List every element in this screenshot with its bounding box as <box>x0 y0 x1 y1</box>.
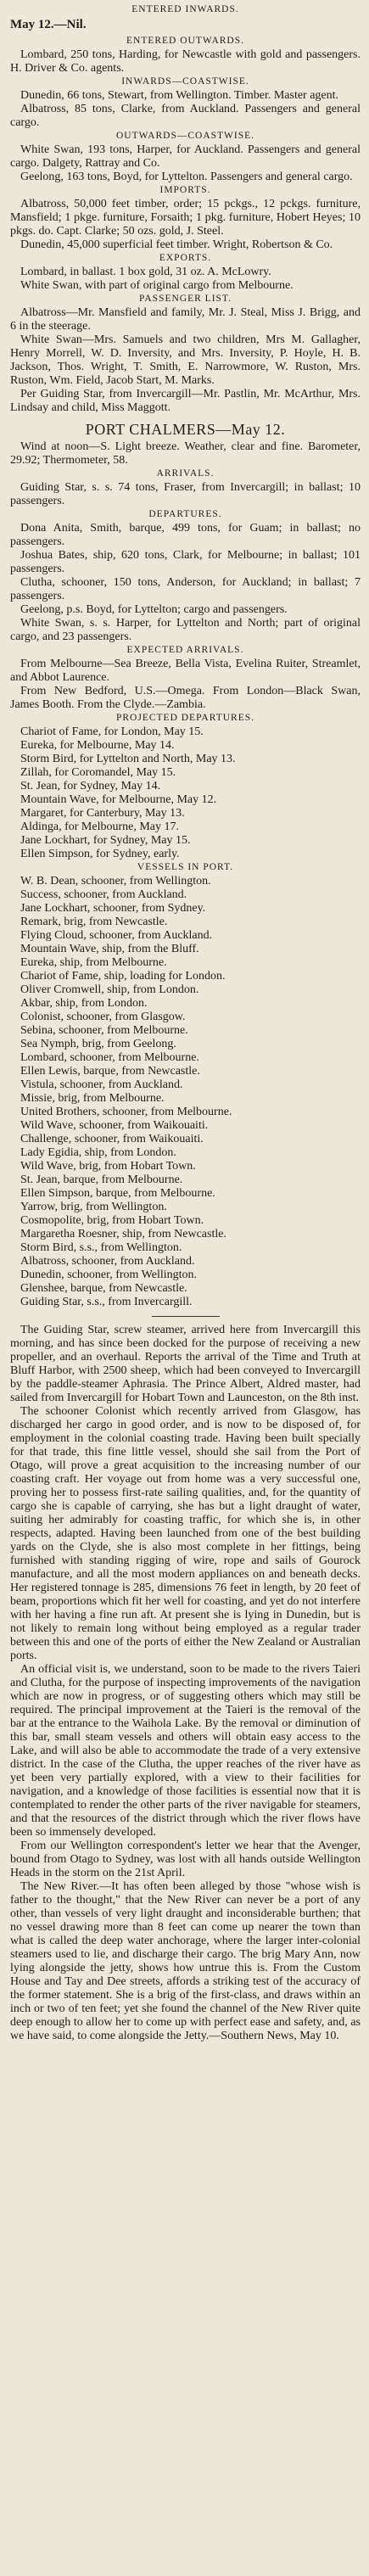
section-heading-vessels-in-port: VESSELS IN PORT. <box>137 862 234 872</box>
section-heading-departures: DEPARTURES. <box>148 509 222 519</box>
list-item: Storm Bird, for Lyttelton and North, May 13. <box>20 753 236 765</box>
article-paragraph: The schooner Colonist which recently arrived from Glasgow, has discharged her cargo in good order, and is now to be disposed of, for employment in the colonial coasting trade. Having been built specially for that trade, this fine little vessel, should she sail from the Port of Otago, will prove a great acquisition to the increasing number of our coasting craft. Her voyage out from home was a very successful one, proving her to possess first-rate sailing qualities, and, for the quantity of cargo she is capable of carrying, she has but a light draught of water, suiting her admirably for coasting traffic, for which she is, in other respects, adapted. Having been launched from one of the best building yards on the Clyde, she is also most complete in her fittings, being furnished with standing rigging of wire, rope and sails of Gourock manufacture, and all the most modern appliances on and beneath decks. Her registered tonnage is 285, dimensions 76 feet in length, by 20 feet of beam, proportions which fit her well for coasting, and yet do not interfere with her having a fine run aft. At present she is lying in Dunedin, but is not likely to remain long without being employed as a regular trader between this and one of the ports of either the New Zealand or Australian ports. <box>10 1405 361 1662</box>
departures-entry: Clutha, schooner, 150 tons, Anderson, for Auckland; in ballast; 7 passengers. <box>10 576 361 602</box>
vessels-in-port-list <box>10 875 361 1309</box>
list-item: Lombard, schooner, from Melbourne. <box>20 1051 199 1064</box>
section-heading-arrivals: ARRIVALS. <box>156 468 215 479</box>
exports-entry: Lombard, in ballast. 1 box gold, 31 oz. A. McLowry. <box>20 266 271 278</box>
list-item: Yarrow, brig, from Wellington. <box>20 1201 167 1213</box>
list-item: Colonist, schooner, from Glasgow. <box>20 1011 186 1023</box>
section-heading-passenger-list: PASSENGER LIST. <box>139 294 232 304</box>
list-item: Ellen Simpson, for Sydney, early. <box>20 848 180 860</box>
section-heading-entered-outwards: ENTERED OUTWARDS. <box>126 36 245 46</box>
list-item: St. Jean, barque, from Melbourne. <box>20 1173 183 1186</box>
list-item: Vistula, schooner, from Auckland. <box>20 1078 183 1091</box>
list-item: Sebina, schooner, from Melbourne. <box>20 1024 188 1037</box>
list-item: Sea Nymph, brig, from Geelong. <box>20 1038 176 1050</box>
passenger-entry: Per Guiding Star, from Invercargill—Mr. Pastlin, Mr. McArthur, Mrs. Lindsay and child, Miss Maggott. <box>10 388 361 414</box>
list-item: Ellen Lewis, barque, from Newcastle. <box>20 1065 200 1078</box>
section-divider <box>152 1316 220 1317</box>
list-item: Mountain Wave, ship, from the Bluff. <box>20 943 199 955</box>
list-item: Wild Wave, brig, from Hobart Town. <box>20 1160 196 1173</box>
list-item: Success, schooner, from Auckland. <box>20 888 187 901</box>
list-item: Chariot of Fame, for London, May 15. <box>20 725 204 738</box>
section-heading-projected-departures: PROJECTED DEPARTURES. <box>115 713 255 723</box>
list-item: Jane Lockhart, schooner, from Sydney. <box>20 902 206 915</box>
list-item: Oliver Cromwell, ship, from London. <box>20 983 199 996</box>
list-item: Ellen Simpson, barque, from Melbourne. <box>20 1187 215 1200</box>
list-item: Eureka, for Melbourne, May 14. <box>20 739 175 752</box>
exports-entry: White Swan, with part of original cargo from Melbourne. <box>20 279 294 292</box>
section-heading-entered-inwards: ENTERED INWARDS. <box>131 4 239 14</box>
outwards-coastwise-entry: Geelong, 163 tons, Boyd, for Lyttelton. Passengers and general cargo. <box>20 171 353 183</box>
dateline: May 12.—Nil. <box>10 18 87 31</box>
projected-departures-list <box>10 725 361 861</box>
article-paragraph: The Guiding Star, screw steamer, arrived here from Invercargill this morning, and has since been docked for the purpose of receiving a new propeller, and an overhaul. Reports the arrival of the Time and Truth at Bluff Harbor, with 2500 sheep, which had been conveyed to Invercargill by the paddle-steamer Aphrasia. The Prince Albert, Aldred master, had sailed from Invercargill for Hobart Town and Launceston, on the 8th inst. <box>10 1324 361 1404</box>
list-item: Jane Lockhart, for Sydney, May 15. <box>20 834 191 847</box>
list-item: W. B. Dean, schooner, from Wellington. <box>20 875 211 888</box>
list-item: Eureka, ship, from Melbourne. <box>20 956 167 969</box>
expected-arrivals-entry: From Melbourne—Sea Breeze, Bella Vista, Evelina Ruiter, Streamlet, and Abbot Laurence. <box>10 658 361 684</box>
outwards-coastwise-entry: White Swan, 193 tons, Harper, for Auckland. Passengers and general cargo. Dalgety, Rattray and Co. <box>10 143 361 170</box>
passenger-entry: Albatross—Mr. Mansfield and family, Mr. J. Steal, Miss J. Brigg, and 6 in the steerage. <box>10 306 361 333</box>
list-item: Mountain Wave, for Melbourne, May 12. <box>20 793 217 806</box>
section-heading-outwards-coastwise: OUTWARDS—COASTWISE. <box>115 131 255 141</box>
list-item: St. Jean, for Sydney, May 14. <box>20 780 161 792</box>
section-heading-imports: IMPORTS. <box>159 185 211 195</box>
list-item: Challenge, schooner, from Waikouaiti. <box>20 1133 204 1145</box>
article-paragraph: The New River.—It has often been alleged by those "whose wish is father to the thought," that the New River can never be a port of any other, than vessels of very light draught and inconsiderable burthen; that no vessel drawing more than 8 feet can come up nearer the town than what is called the deep water anchorage, where the larger inter-colonial steamers used to lie, and discharge their cargo. The brig Mary Ann, now lying alongside the jetty, shows how untrue this is. From the Custom House and Tay and Dee streets, affords a striking test of the accuracy of the former statement. She is a brig of the first-class, and draws within an inch or two of ten feet; yet she found the channel of the New River quite deep enough to allow her to come up with perfect ease and safety, and, as we have said, to come alongside the Jetty.—Southern News, May 10. <box>10 1880 361 2042</box>
list-item: Zillah, for Coromandel, May 15. <box>20 766 176 779</box>
article-paragraph: An official visit is, we understand, soon to be made to the rivers Taieri and Clutha, for the purpose of inspecting improvements of the navigation which are now in progress, or of suggesting others which may still be required. The principal improvement at the Taieri is the removal of the bar at the entrance to the Waihola Lake. By the removal or diminution of this bar, small steam vessels and others will obtain easy access to the Lake, and will also be able to accommodate the trade of a very extensive district. In the case of the Clutha, the upper reaches of the river have as yet been very partially explored, with a view to their facilities for navigation, and a knowledge of those facilities is essential now that it is contemplated to render the other parts of the river navigable for steamers, and that the resources of the district through which the river flows have been so immensely developed. <box>10 1663 361 1839</box>
inwards-coastwise-entry: Dunedin, 66 tons, Stewart, from Wellington. Timber. Master agent. <box>20 89 339 102</box>
list-item: Dunedin, schooner, from Wellington. <box>20 1268 198 1281</box>
passenger-entry: White Swan—Mrs. Samuels and two children, Mrs M. Gallagher, Henry Morrell, W. D. Inversity, and Mrs. Inversity, P. Hoyle, H. B. Jackson, Thos. Wright, T. Smith, E. Narrowmore, W. Ruston, Mrs. Ruston, Wm. Field, Jacob Start, M. Marks. <box>10 333 361 387</box>
list-item: Wild Wave, schooner, from Waikouaiti. <box>20 1119 209 1132</box>
imports-entry: Dunedin, 45,000 superficial feet timber. Wright, Robertson & Co. <box>20 238 333 251</box>
list-item: Flying Cloud, schooner, from Auckland. <box>20 929 213 942</box>
list-item: United Brothers, schooner, from Melbourne. <box>20 1106 232 1118</box>
section-heading-exports: EXPORTS. <box>159 253 212 263</box>
list-item: Akbar, ship, from London. <box>20 997 148 1010</box>
list-item: Guiding Star, s.s., from Invercargill. <box>20 1296 193 1308</box>
list-item: Margaret, for Canterbury, May 13. <box>20 807 185 820</box>
list-item: Missie, brig, from Melbourne. <box>20 1092 165 1105</box>
expected-arrivals-entry: From New Bedford, U.S.—Omega. From London—Black Swan, James Booth. From the Clyde.—Zambia. <box>10 685 361 711</box>
section-heading-expected-arrivals: EXPECTED ARRIVALS. <box>126 645 244 655</box>
list-item: Cosmopolite, brig, from Hobart Town. <box>20 1214 204 1227</box>
list-item: Remark, brig, from Newcastle. <box>20 916 168 928</box>
list-item: Glenshee, barque, from Newcastle. <box>20 1282 187 1295</box>
list-item: Aldinga, for Melbourne, May 17. <box>20 820 180 833</box>
arrivals-entry: Guiding Star, s. s. 74 tons, Fraser, from Invercargill; in ballast; 10 passengers. <box>10 481 361 507</box>
list-item: Storm Bird, s.s., from Wellington. <box>20 1241 182 1254</box>
list-item: Albatross, schooner, from Auckland. <box>20 1255 195 1268</box>
list-item: Chariot of Fame, ship, loading for London. <box>20 970 226 983</box>
entered-outwards-entry: Lombard, 250 tons, Harding, for Newcastle with gold and passengers. H. Driver & Co. agents. <box>10 48 361 75</box>
list-item: Margaretha Roesner, ship, from Newcastle. <box>20 1228 226 1240</box>
section-heading-inwards-coastwise: INWARDS—COASTWISE. <box>121 76 249 87</box>
section-heading-port-chalmers: PORT CHALMERS—May 12. <box>85 421 286 438</box>
departures-entry: Joshua Bates, ship, 620 tons, Clark, for Melbourne; in ballast; 101 passengers. <box>10 549 361 575</box>
port-weather: Wind at noon—S. Light breeze. Weather, clear and fine. Barometer, 29.92; Thermometer, 58. <box>10 440 361 467</box>
article-paragraph: From our Wellington correspondent's letter we hear that the Avenger, bound from Otago to Sydney, was lost with all hands outside Wellington Heads in the storm on the 21st April. <box>10 1840 361 1879</box>
inwards-coastwise-entry: Albatross, 85 tons, Clarke, from Auckland. Passengers and general cargo. <box>10 103 361 129</box>
imports-entry: Albatross, 50,000 feet timber, order; 15 pckgs., 12 pckgs. furniture, Mansfield; 1 pkge. furniture, Forsaith; 1 pkg. furniture, Hobert Heyes; 10 pkgs. do. Capt. Clarke; 50 ozs. gold, J. Steel. <box>10 198 361 238</box>
departures-entry: White Swan, s. s. Harper, for Lyttelton and North; part of original cargo, and 23 passengers. <box>10 617 361 643</box>
departures-entry: Geelong, p.s. Boyd, for Lyttelton; cargo and passengers. <box>20 603 288 616</box>
list-item: Lady Egidia, ship, from London. <box>20 1146 176 1159</box>
departures-entry: Dona Anita, Smith, barque, 499 tons, for Guam; in ballast; no passengers. <box>10 522 361 548</box>
shipping-news-article <box>10 1324 361 2043</box>
